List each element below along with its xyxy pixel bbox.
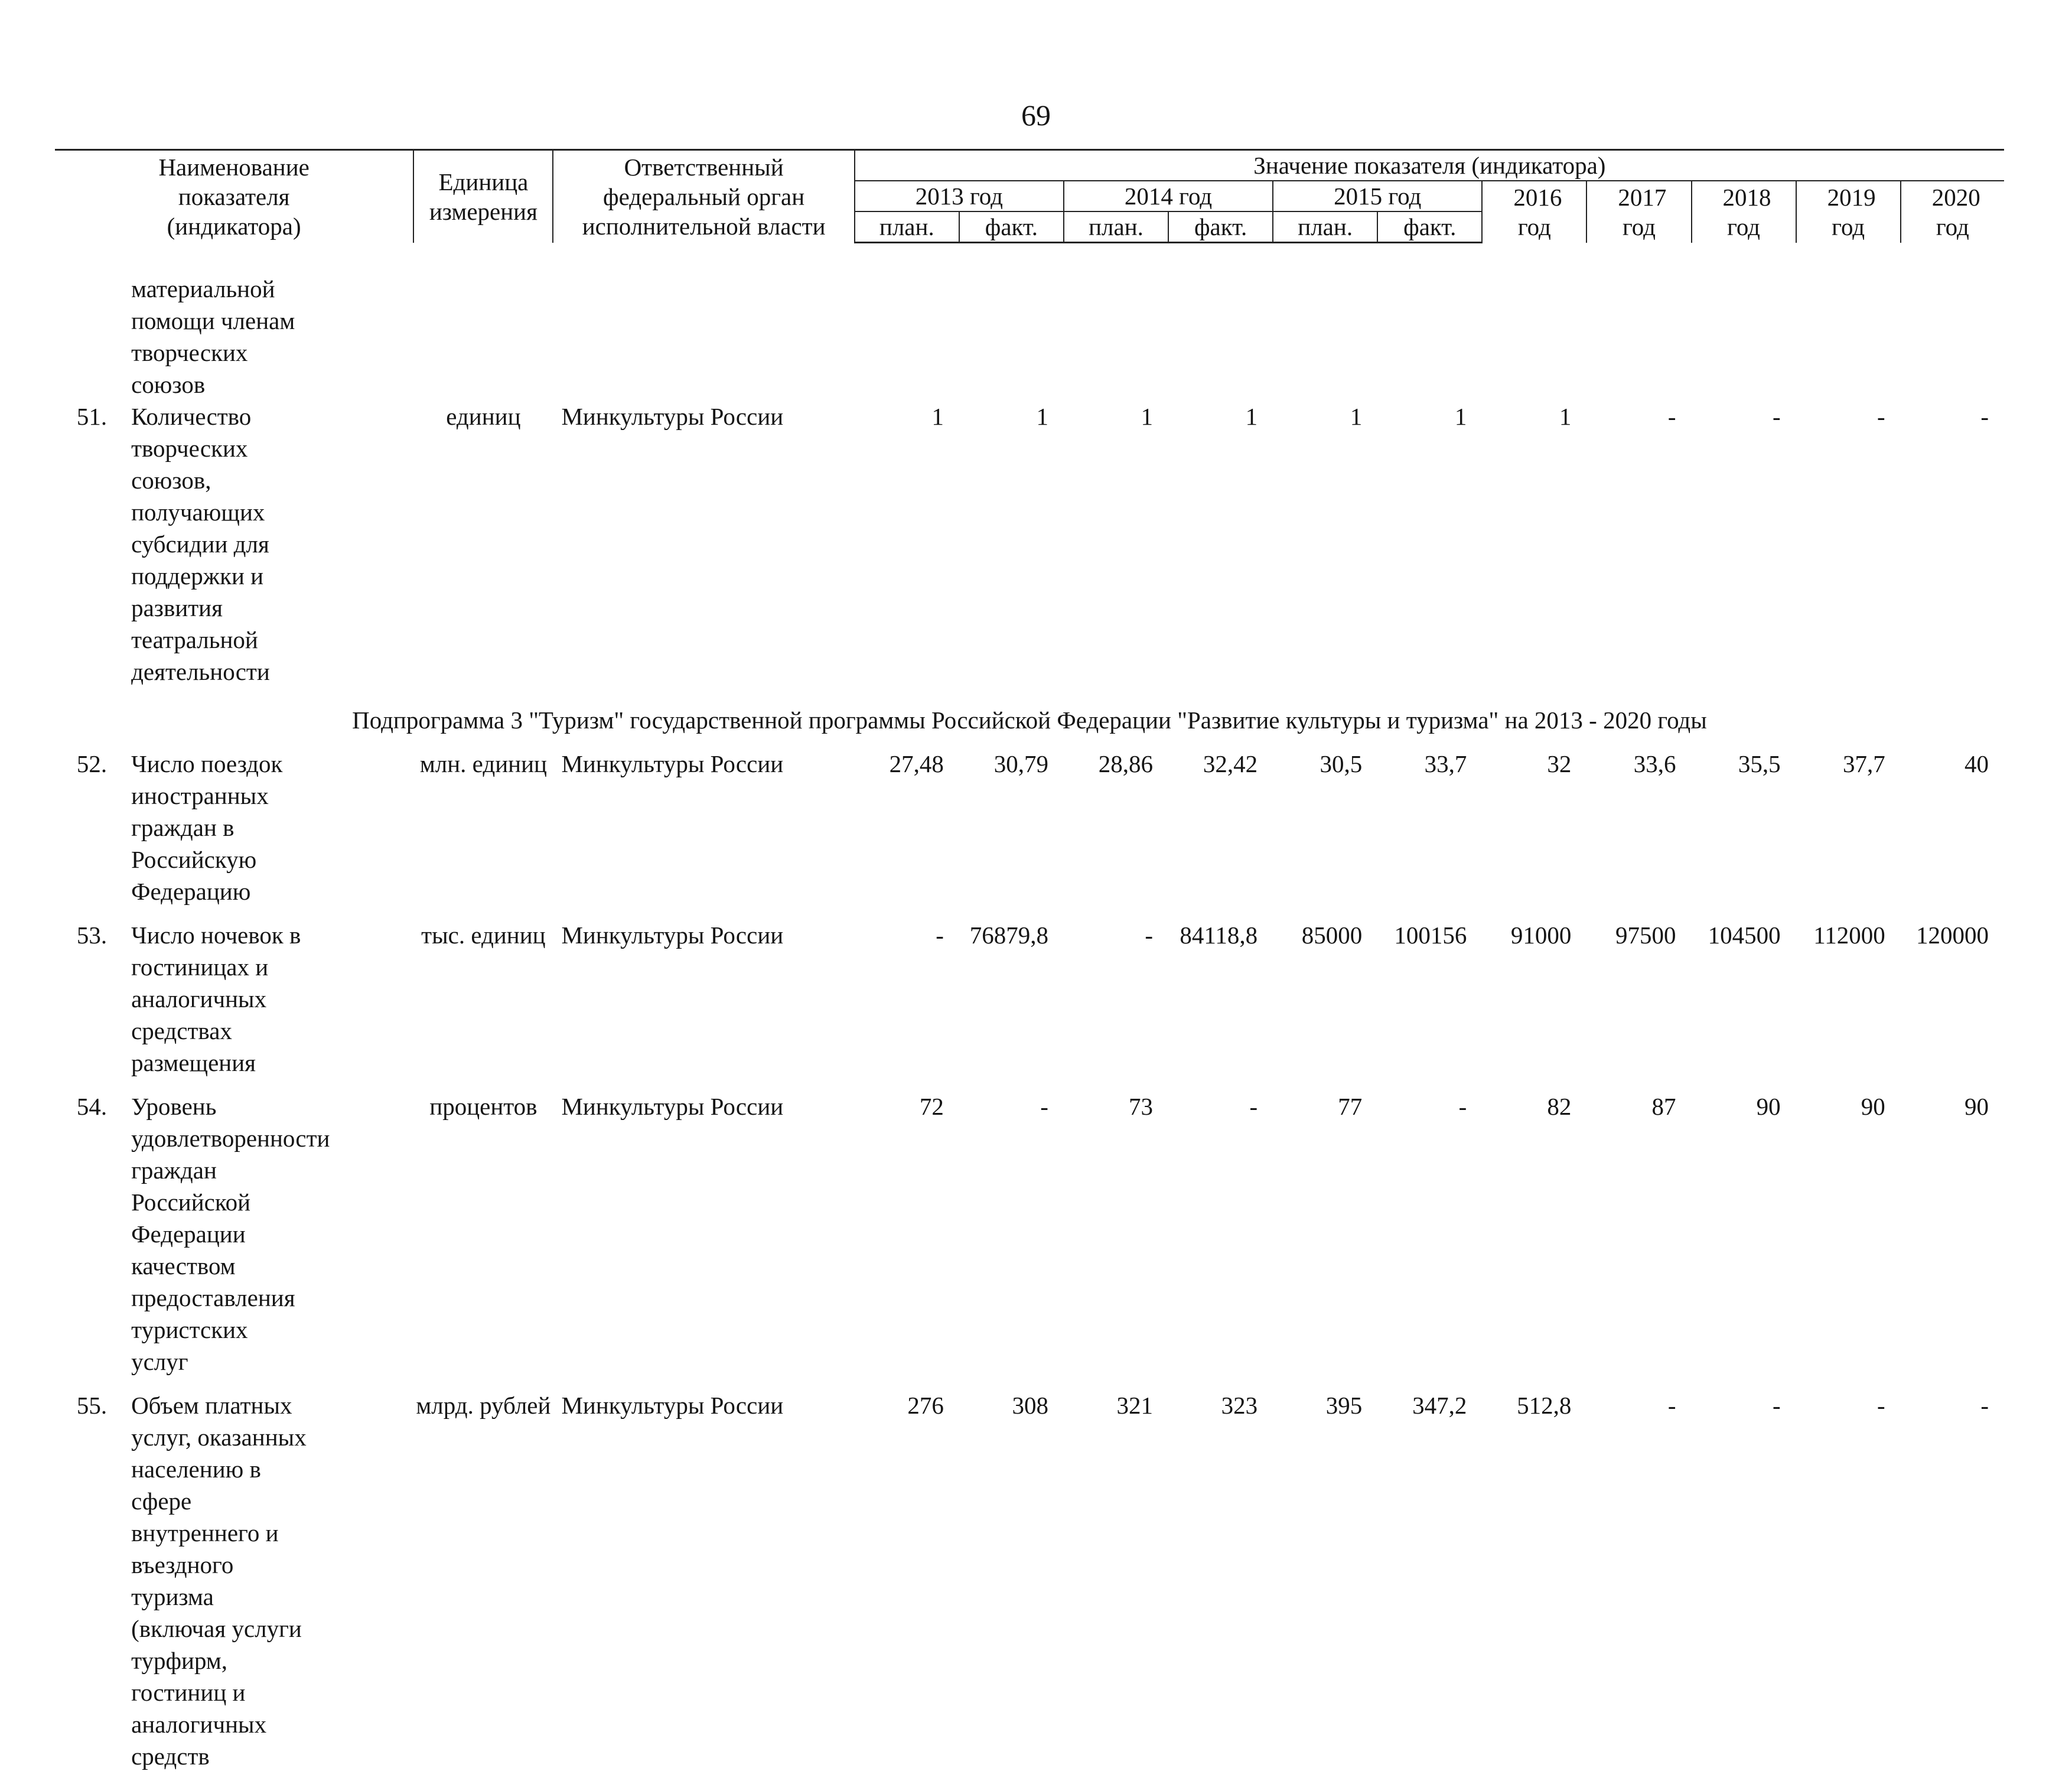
value-2020: 90	[1901, 1090, 2004, 1389]
value-2018: 90	[1692, 1090, 1796, 1389]
value-2015-fact: -	[1377, 1090, 1482, 1389]
value-2014-fact: 84118,8	[1168, 919, 1273, 1090]
value-2017: 87	[1586, 1090, 1691, 1389]
value-2013-plan: 72	[855, 1090, 959, 1389]
value-2013-plan: 1	[855, 401, 959, 699]
header-year-2014: 2014 год	[1064, 181, 1273, 211]
value-2013-fact: 76879,8	[959, 919, 1064, 1090]
value-2015-plan: 1	[1273, 401, 1377, 699]
value-2013-fact: 30,79	[959, 748, 1064, 919]
value-2013-plan: 276	[855, 1389, 959, 1784]
value-2015-plan: 85000	[1273, 919, 1377, 1090]
table-row	[55, 401, 2004, 699]
subprogram-heading: Подпрограмма 3 "Туризм" государственной программы Российской Федерации "Развитие культуры и туризма" на 2013 - 2020 годы	[55, 699, 2004, 748]
unit-of-measure: млн. единиц	[413, 748, 553, 919]
value-2018: 35,5	[1692, 748, 1796, 919]
value-2019: -	[1796, 1389, 1901, 1784]
indicator-name: Число ночевок в гостиницах и аналогичных средствах размещения	[129, 919, 413, 1090]
header-indicator-value: Значение показателя (индикатора)	[855, 150, 2004, 181]
header-year-2016: 2016 год	[1482, 181, 1586, 243]
header-2014-fact: факт.	[1168, 211, 1273, 243]
value-2019: 90	[1796, 1090, 1901, 1389]
value-2013-fact: -	[959, 1090, 1064, 1389]
value-2017: -	[1586, 1389, 1691, 1784]
header-2013-plan: план.	[855, 211, 959, 243]
value-2020: 40	[1901, 748, 2004, 919]
indicator-name: Объем платных услуг, оказанных населению в сфере внутреннего и въездного туризма (включая услуги турфирм, гостиниц и аналогичных средств	[129, 1389, 413, 1784]
value-2019: 112000	[1796, 919, 1901, 1090]
value-2016: 512,8	[1482, 1389, 1586, 1784]
header-year-2013: 2013 год	[855, 181, 1064, 211]
header-unit: Единица измерения	[413, 150, 553, 243]
value-2017: -	[1586, 401, 1691, 699]
value-2013-plan: 27,48	[855, 748, 959, 919]
value-2018: 104500	[1692, 919, 1796, 1090]
value-2014-fact: 323	[1168, 1389, 1273, 1784]
value-2020: 120000	[1901, 919, 2004, 1090]
value-2013-fact: 308	[959, 1389, 1064, 1784]
table-row	[55, 1090, 2004, 1389]
header-year-2017: 2017 год	[1586, 181, 1691, 243]
value-2015-fact: 33,7	[1377, 748, 1482, 919]
continuation-row	[55, 273, 2004, 401]
indicator-name: Количество творческих союзов, получающих субсидии для поддержки и развития театральной деятельности	[129, 401, 413, 699]
header-2015-plan: план.	[1273, 211, 1377, 243]
indicator-name: Уровень удовлетворенности граждан Российской Федерации качеством предоставления туристских услуг	[129, 1090, 413, 1389]
table-header	[55, 150, 2004, 243]
value-2017: 33,6	[1586, 748, 1691, 919]
value-2018: -	[1692, 1389, 1796, 1784]
unit-of-measure: тыс. единиц	[413, 919, 553, 1090]
responsible-body: Минкультуры России	[553, 1090, 854, 1389]
indicators-table	[55, 149, 2004, 1784]
value-2019: -	[1796, 401, 1901, 699]
continuation-indicator-name: материальной помощи членам творческих союзов	[129, 273, 413, 401]
value-2016: 82	[1482, 1090, 1586, 1389]
header-year-2019: 2019 год	[1796, 181, 1901, 243]
row-number: 51.	[55, 401, 129, 699]
header-responsible-body: Ответственный федеральный орган исполнительной власти	[553, 150, 854, 243]
value-2019: 37,7	[1796, 748, 1901, 919]
header-indicator-name: Наименование показателя (индикатора)	[55, 150, 413, 243]
page-number: 69	[1004, 100, 1068, 130]
table-row	[55, 919, 2004, 1090]
value-2014-fact: -	[1168, 1090, 1273, 1389]
row-number: 52.	[55, 748, 129, 919]
responsible-body: Минкультуры России	[553, 401, 854, 699]
unit-of-measure: единиц	[413, 401, 553, 699]
row-number: 55.	[55, 1389, 129, 1784]
value-2014-fact: 1	[1168, 401, 1273, 699]
value-2015-fact: 347,2	[1377, 1389, 1482, 1784]
value-2016: 1	[1482, 401, 1586, 699]
value-2015-fact: 100156	[1377, 919, 1482, 1090]
value-2015-plan: 30,5	[1273, 748, 1377, 919]
row-number: 54.	[55, 1090, 129, 1389]
indicator-name: Число поездок иностранных граждан в Российскую Федерацию	[129, 748, 413, 919]
value-2014-plan: 28,86	[1064, 748, 1168, 919]
header-2013-fact: факт.	[959, 211, 1064, 243]
value-2018: -	[1692, 401, 1796, 699]
unit-of-measure: процентов	[413, 1090, 553, 1389]
value-2015-plan: 77	[1273, 1090, 1377, 1389]
value-2016: 91000	[1482, 919, 1586, 1090]
header-year-2020: 2020 год	[1901, 181, 2004, 243]
value-2014-plan: 73	[1064, 1090, 1168, 1389]
header-year-2015: 2015 год	[1273, 181, 1482, 211]
spacer-row	[55, 243, 2004, 274]
value-2015-fact: 1	[1377, 401, 1482, 699]
table-body	[55, 243, 2004, 1784]
value-2014-plan: -	[1064, 919, 1168, 1090]
header-2014-plan: план.	[1064, 211, 1168, 243]
responsible-body: Минкультуры России	[553, 748, 854, 919]
responsible-body: Минкультуры России	[553, 1389, 854, 1784]
table-row	[55, 748, 2004, 919]
value-2020: -	[1901, 1389, 2004, 1784]
unit-of-measure: млрд. рублей	[413, 1389, 553, 1784]
value-2014-plan: 321	[1064, 1389, 1168, 1784]
value-2014-fact: 32,42	[1168, 748, 1273, 919]
header-2015-fact: факт.	[1377, 211, 1482, 243]
responsible-body: Минкультуры России	[553, 919, 854, 1090]
value-2014-plan: 1	[1064, 401, 1168, 699]
table-row	[55, 1389, 2004, 1784]
value-2015-plan: 395	[1273, 1389, 1377, 1784]
value-2017: 97500	[1586, 919, 1691, 1090]
value-2013-plan: -	[855, 919, 959, 1090]
subprogram-heading-row	[55, 699, 2004, 748]
row-number: 53.	[55, 919, 129, 1090]
value-2013-fact: 1	[959, 401, 1064, 699]
value-2016: 32	[1482, 748, 1586, 919]
value-2020: -	[1901, 401, 2004, 699]
header-year-2018: 2018 год	[1692, 181, 1796, 243]
